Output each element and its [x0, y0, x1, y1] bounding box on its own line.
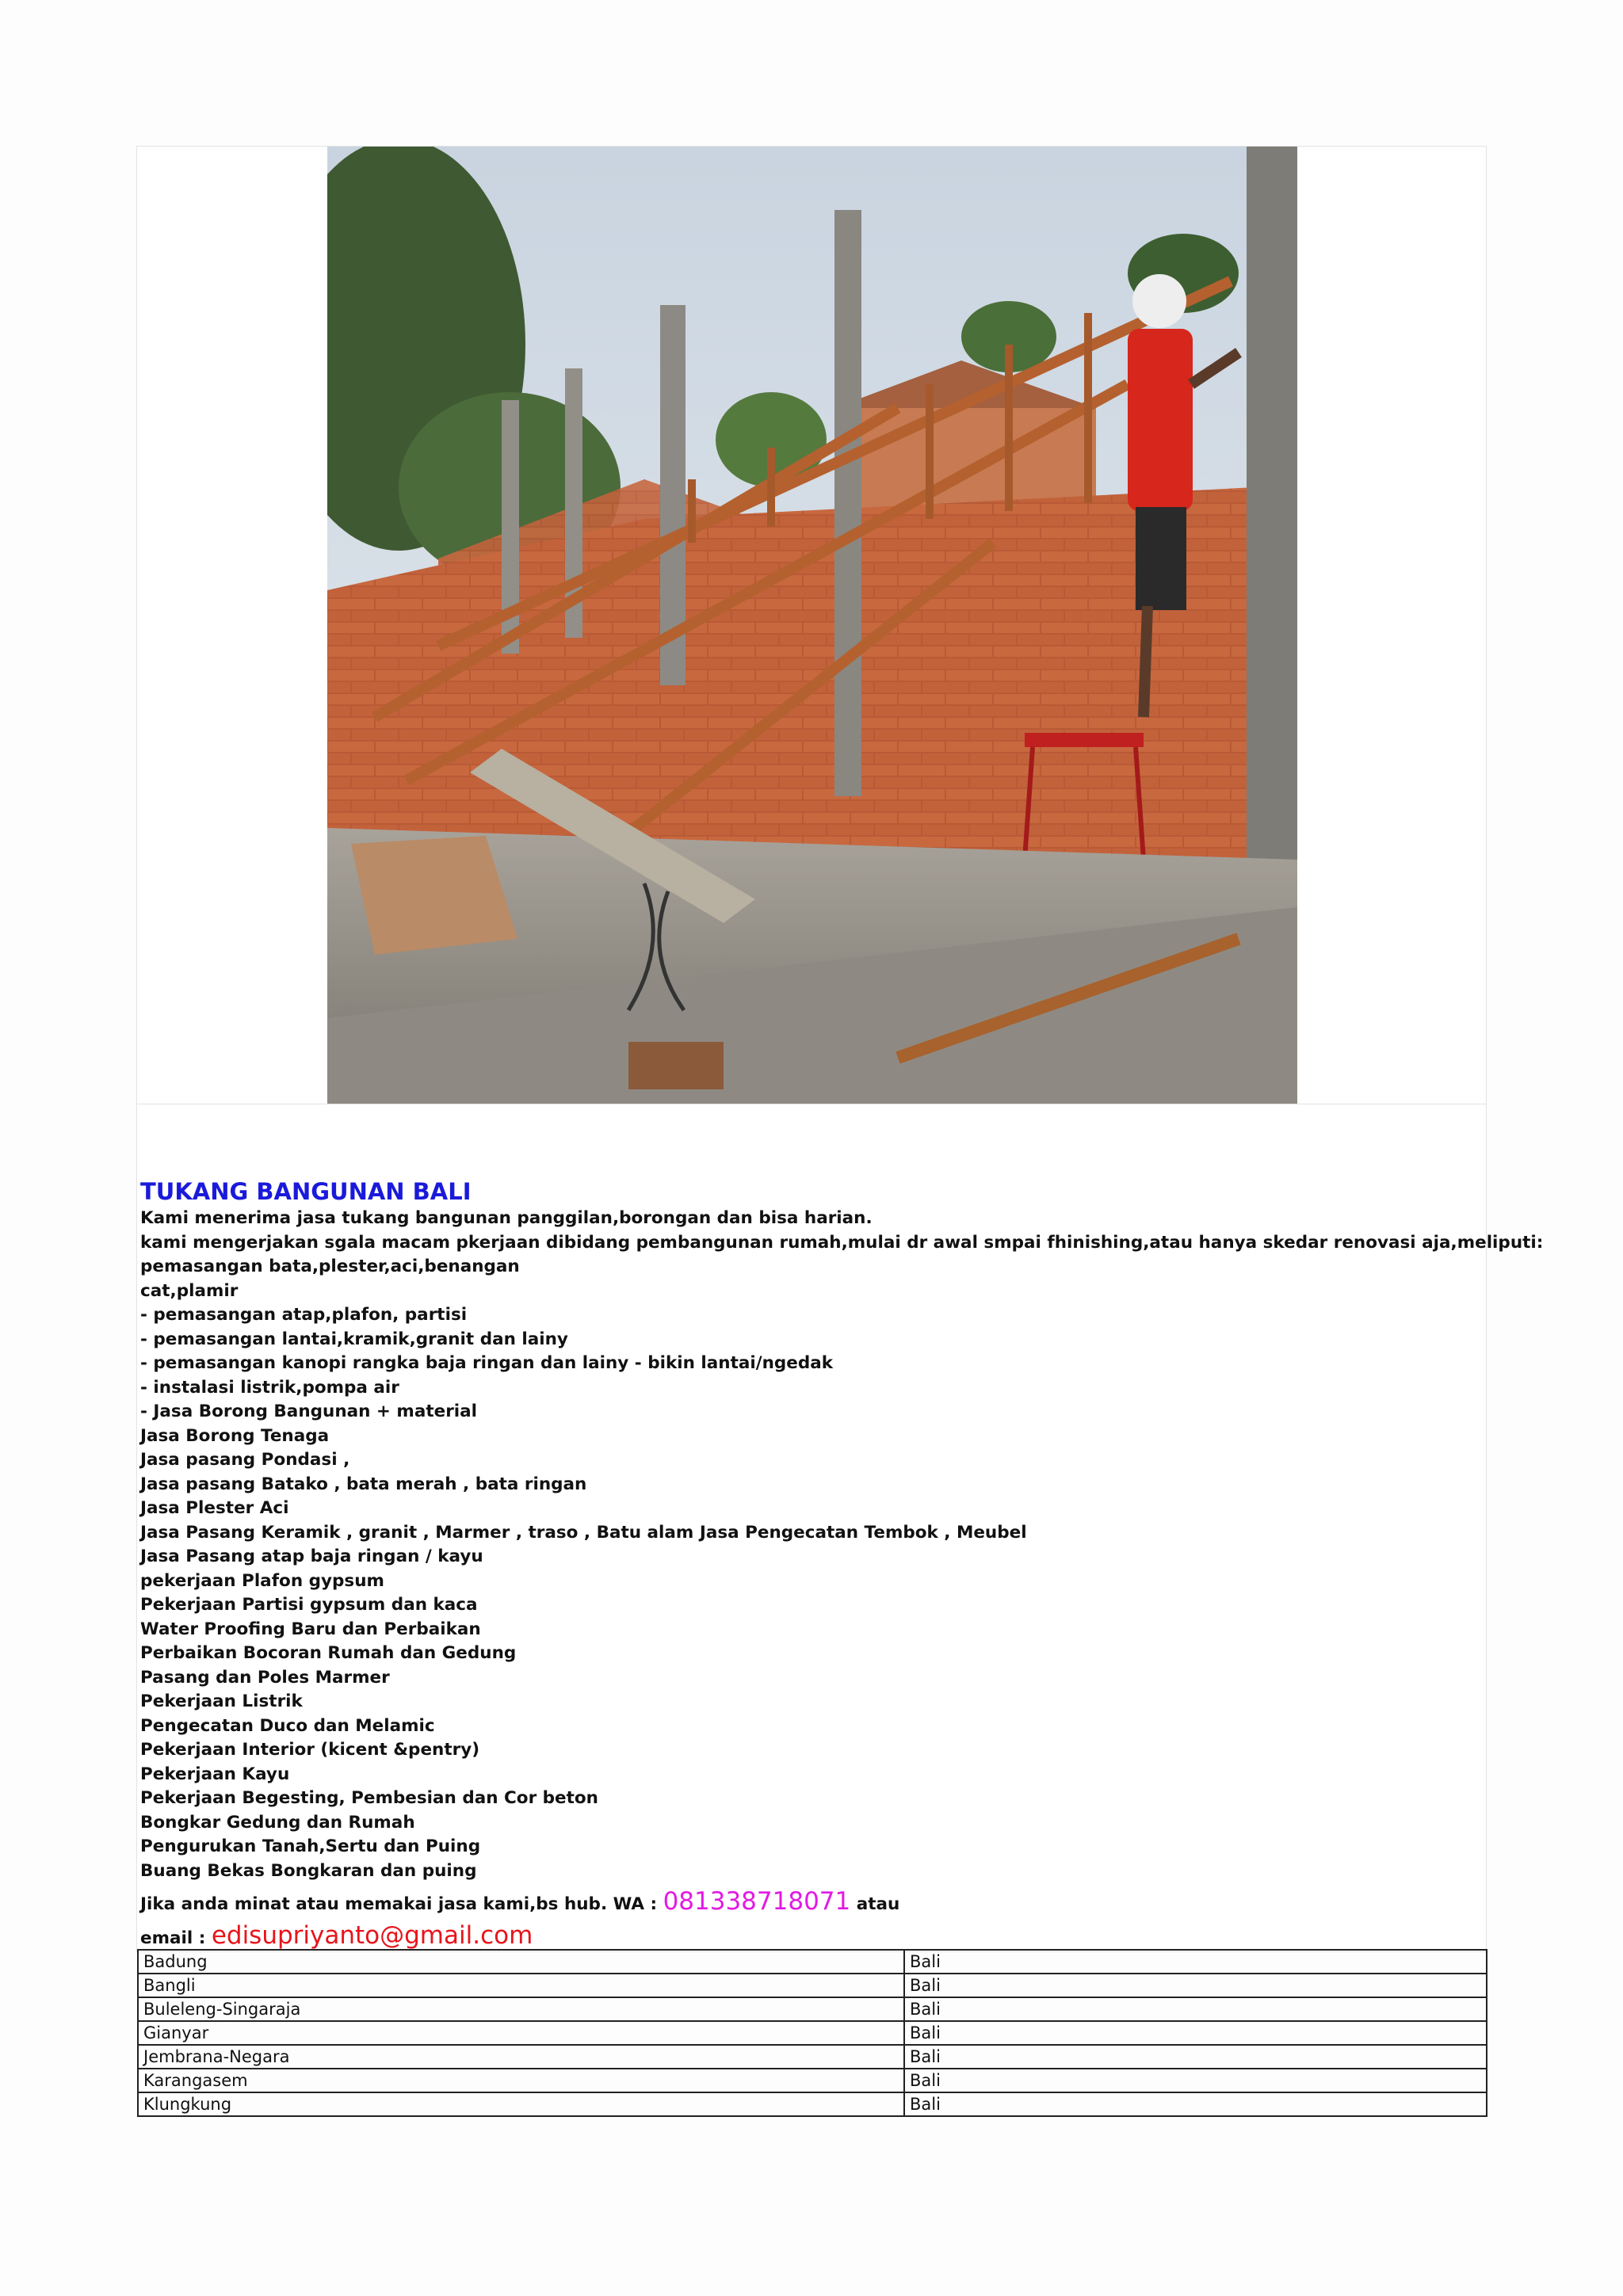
service-line: Pengurukan Tanah,Sertu dan Puing: [140, 1836, 481, 1856]
service-line: Jasa Pasang atap baja ringan / kayu: [140, 1547, 483, 1566]
service-line: Pekerjaan Interior (kicent &pentry): [140, 1740, 480, 1760]
region-area-cell: Klungkung: [138, 2092, 904, 2116]
service-line: cat,plamir: [140, 1280, 239, 1301]
service-line: Pekerjaan Listrik: [140, 1691, 303, 1711]
service-line: pemasangan bata,plester,aci,benangan: [140, 1257, 520, 1276]
region-table: [137, 1949, 1487, 2117]
service-line: kami mengerjakan sgala macam pkerjaan dibidang pembangunan rumah,mulai dr awal smpai fhinishing,atau hanya skedar renovasi aja,meliputi:: [140, 1232, 1544, 1253]
service-line: pekerjaan Plafon gypsum: [140, 1570, 384, 1591]
email-link[interactable]: edisupriyanto@gmail.com: [211, 1921, 533, 1950]
service-line: Pengecatan Duco dan Melamic: [140, 1715, 435, 1736]
service-line: Jasa Plester Aci: [140, 1498, 289, 1518]
region-area-cell: Jembrana-Negara: [138, 2045, 904, 2069]
region-area-cell: Bangli: [138, 1974, 904, 1997]
table-row: [138, 2045, 1487, 2069]
service-line: Jasa Borong Tenaga: [140, 1425, 330, 1446]
whatsapp-line: [140, 1886, 1480, 1920]
photo-cell: [137, 147, 1486, 1104]
service-line: Kami menerima jasa tukang bangunan panggilan,borongan dan bisa harian.: [140, 1208, 873, 1228]
region-province-cell: Bali: [904, 2021, 1487, 2045]
ad-content: [140, 1177, 1544, 1955]
whatsapp-suffix: atau: [850, 1894, 900, 1914]
whatsapp-number[interactable]: 081338718071: [663, 1887, 851, 1916]
region-area-cell: Karangasem: [138, 2069, 904, 2092]
service-line: Jasa Pasang Keramik , granit , Marmer , traso , Batu alam Jasa Pengecatan Tembok , Meubel: [140, 1522, 1027, 1543]
region-province-cell: Bali: [904, 1997, 1487, 2021]
region-province-cell: Bali: [904, 2092, 1487, 2116]
service-line: - Jasa Borong Bangunan + material: [140, 1402, 478, 1421]
service-line: Jasa pasang Pondasi ,: [140, 1450, 350, 1470]
construction-photo: [327, 147, 1297, 1104]
region-province-cell: Bali: [904, 1950, 1487, 1974]
region-area-cell: Buleleng-Singaraja: [138, 1997, 904, 2021]
email-prefix: email :: [140, 1928, 212, 1948]
ad-heading: TUKANG BANGUNAN BALI: [140, 1178, 472, 1205]
region-province-cell: Bali: [904, 1974, 1487, 1997]
table-row: [138, 2021, 1487, 2045]
service-line: - pemasangan atap,plafon, partisi: [140, 1305, 468, 1325]
service-line: Pekerjaan Kayu: [140, 1764, 290, 1784]
region-area-cell: Badung: [138, 1950, 904, 1974]
whatsapp-prefix: Jika anda minat atau memakai jasa kami,bs hub. WA :: [140, 1894, 663, 1914]
service-line: Bongkar Gedung dan Rumah: [140, 1812, 415, 1833]
service-line: Water Proofing Baru dan Perbaikan: [140, 1619, 481, 1639]
service-line: Jasa pasang Batako , bata merah , bata ringan: [140, 1474, 587, 1494]
service-line: - pemasangan kanopi rangka baja ringan dan lainy - bikin lantai/ngedak: [140, 1353, 834, 1373]
service-line: - instalasi listrik,pompa air: [140, 1377, 399, 1398]
service-line: Pasang dan Poles Marmer: [140, 1667, 390, 1688]
region-area-cell: Gianyar: [138, 2021, 904, 2045]
service-lines: [140, 1207, 1544, 1883]
table-row: [138, 2092, 1487, 2116]
table-row: [138, 1950, 1487, 1974]
table-row: [138, 2069, 1487, 2092]
table-row: [138, 1997, 1487, 2021]
content-frame: [136, 146, 1544, 2114]
table-row: [138, 1974, 1487, 1997]
service-line: Buang Bekas Bongkaran dan puing: [140, 1860, 477, 1881]
service-line: - pemasangan lantai,kramik,granit dan lainy: [140, 1329, 568, 1349]
service-line: Perbaikan Bocoran Rumah dan Gedung: [140, 1643, 517, 1663]
region-province-cell: Bali: [904, 2069, 1487, 2092]
service-line: Pekerjaan Partisi gypsum dan kaca: [140, 1595, 478, 1615]
region-province-cell: Bali: [904, 2045, 1487, 2069]
service-line: Pekerjaan Begesting, Pembesian dan Cor beton: [140, 1788, 598, 1808]
